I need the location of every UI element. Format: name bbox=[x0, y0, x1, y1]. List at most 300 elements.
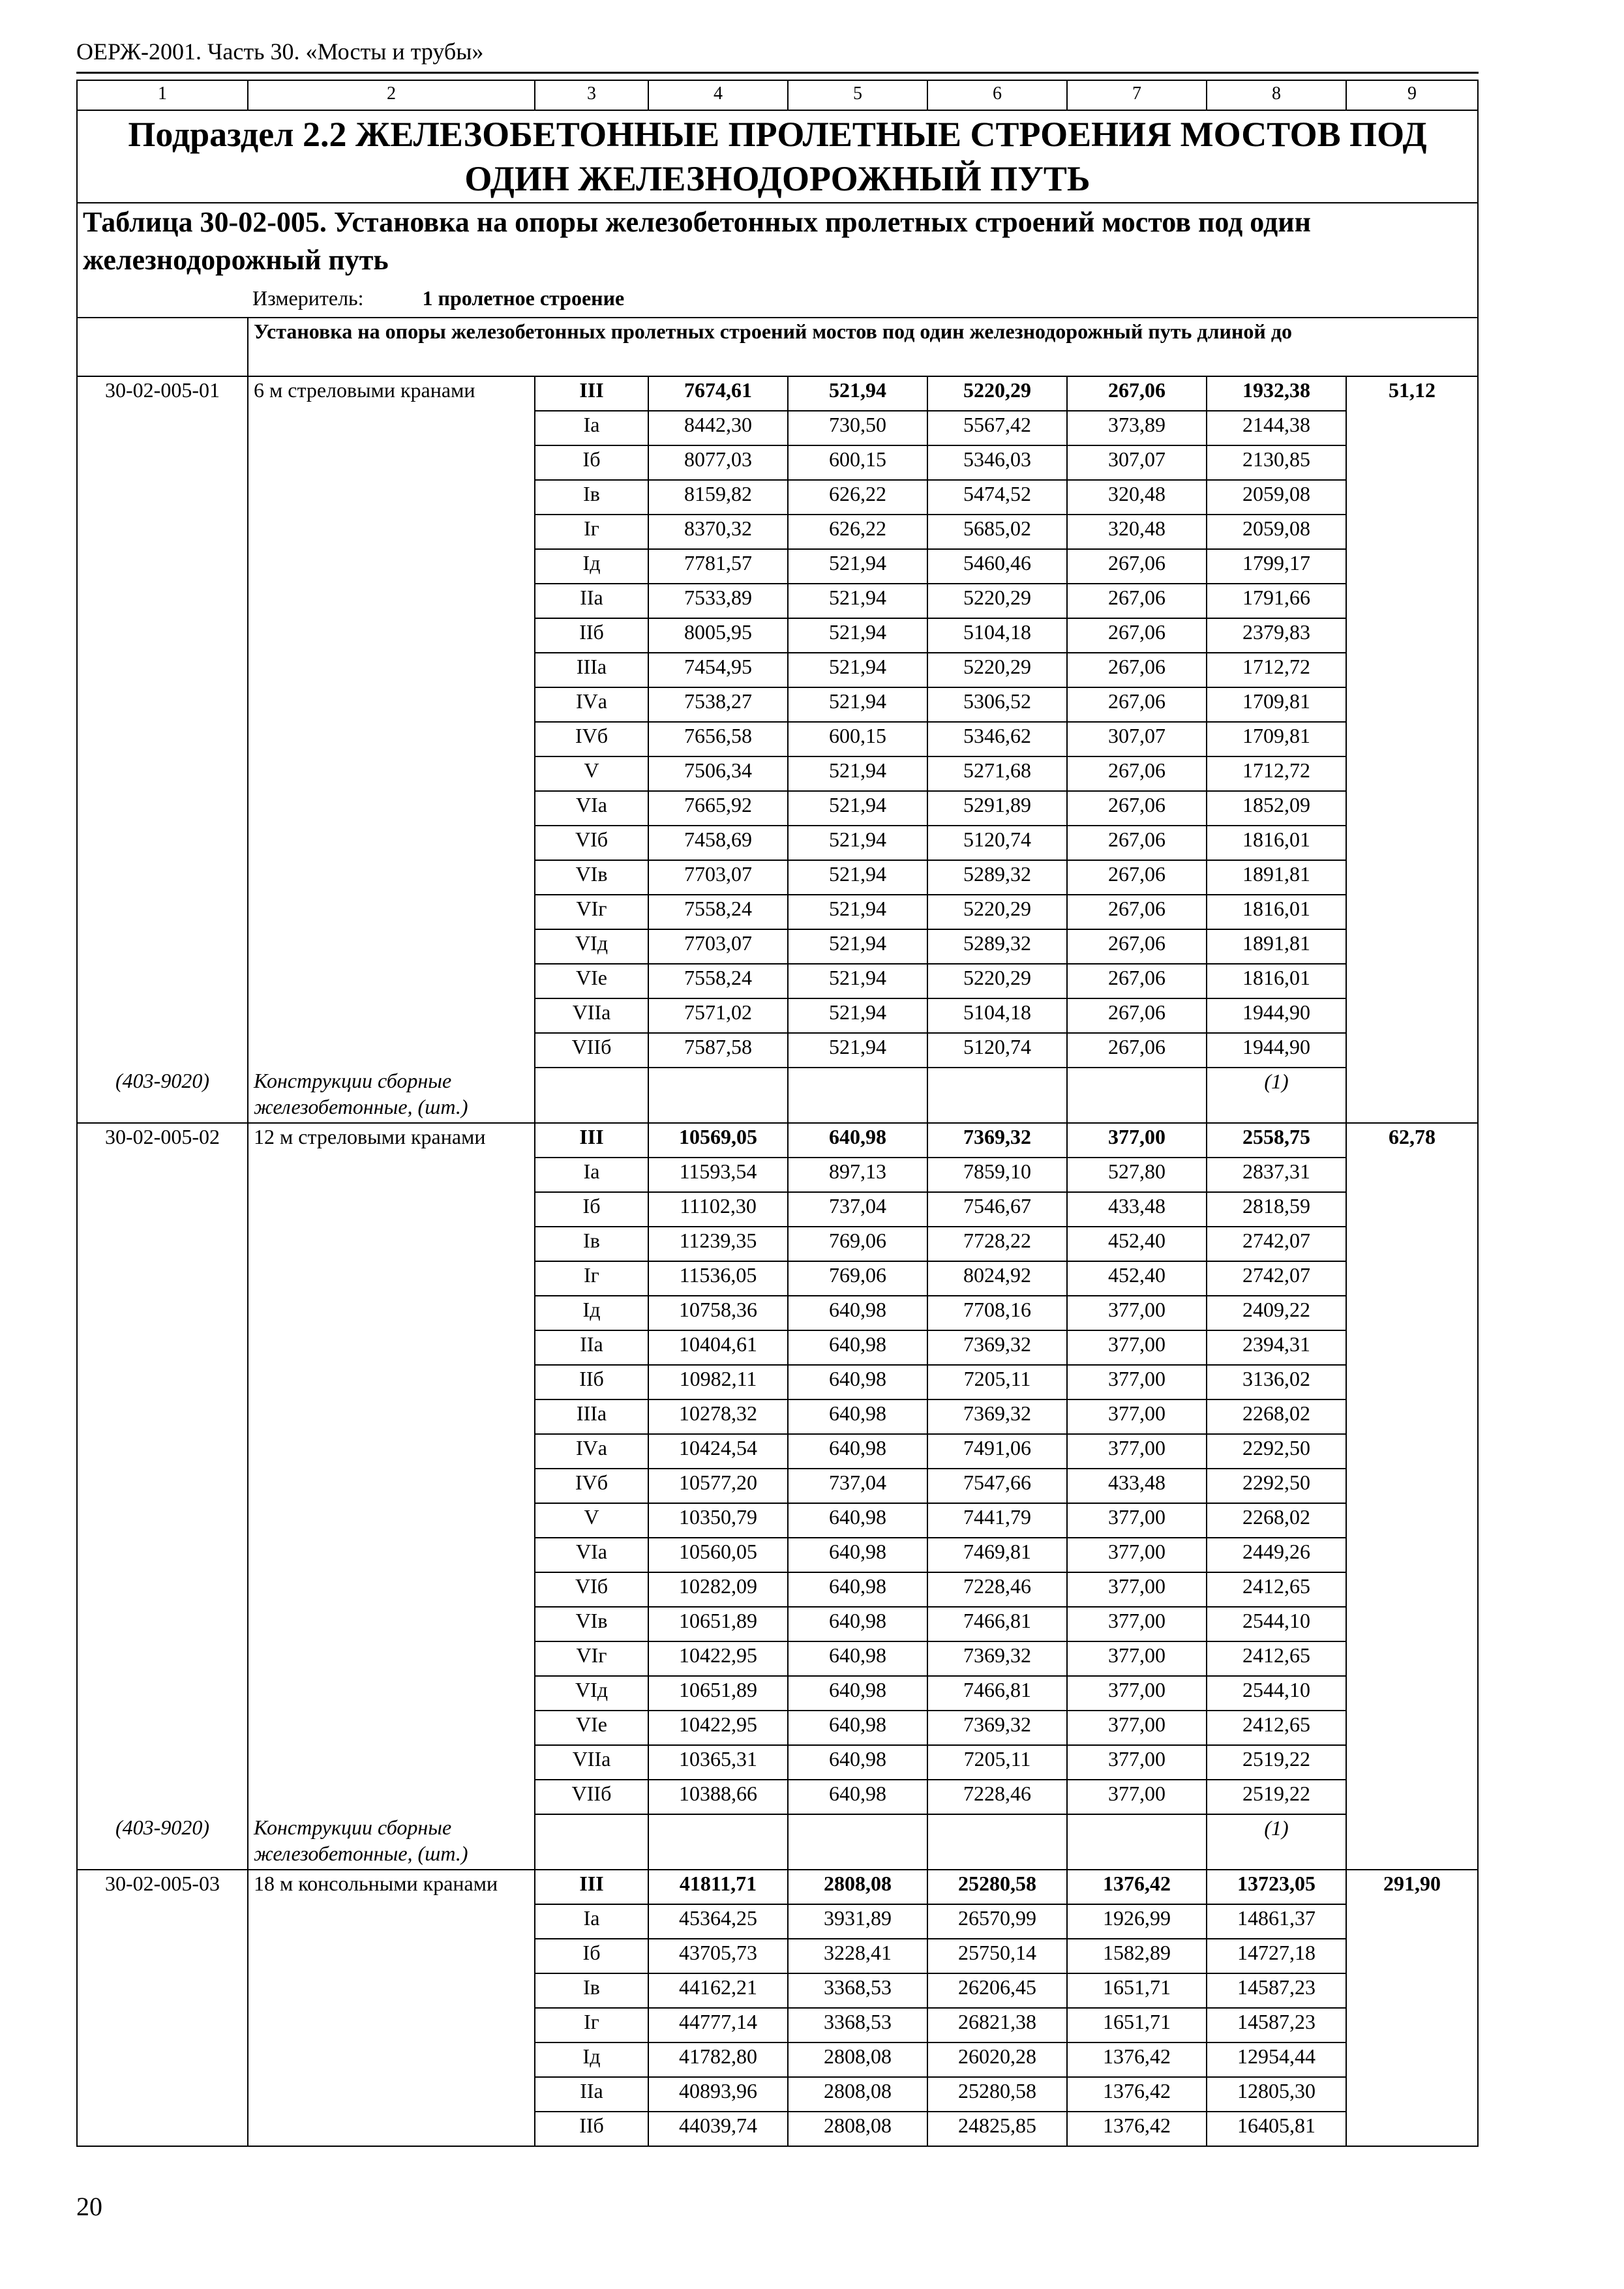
cost-value: 2519,22 bbox=[1207, 1745, 1346, 1780]
region-code: V bbox=[535, 1503, 648, 1538]
cost-value: 24825,85 bbox=[927, 2112, 1067, 2146]
material-empty bbox=[648, 1068, 788, 1123]
cost-value: 1651,71 bbox=[1067, 1973, 1207, 2008]
cost-value: 2808,08 bbox=[788, 2042, 927, 2077]
cost-value: 5291,89 bbox=[927, 791, 1067, 826]
cost-value: 640,98 bbox=[788, 1330, 927, 1365]
cost-value: 14587,23 bbox=[1207, 2008, 1346, 2042]
region-code: Iд bbox=[535, 2042, 648, 2077]
cost-value: 640,98 bbox=[788, 1711, 927, 1745]
region-code: IIIа bbox=[535, 653, 648, 687]
region-code: VIб bbox=[535, 826, 648, 860]
cost-value: 10569,05 bbox=[648, 1123, 788, 1158]
cost-value: 7558,24 bbox=[648, 964, 788, 998]
cost-value: 640,98 bbox=[788, 1572, 927, 1607]
cost-value: 2808,08 bbox=[788, 2112, 927, 2146]
cost-value: 10282,09 bbox=[648, 1572, 788, 1607]
cost-value: 377,00 bbox=[1067, 1123, 1207, 1158]
desc-empty bbox=[77, 318, 248, 376]
region-code: VIд bbox=[535, 1676, 648, 1711]
cost-value: 5120,74 bbox=[927, 826, 1067, 860]
cost-value: 2059,08 bbox=[1207, 515, 1346, 549]
cost-value: 600,15 bbox=[788, 722, 927, 756]
region-code: VIв bbox=[535, 860, 648, 895]
cost-value: 267,06 bbox=[1067, 998, 1207, 1033]
cost-value: 527,80 bbox=[1067, 1158, 1207, 1192]
material-empty bbox=[1067, 1814, 1207, 1870]
cost-value: 521,94 bbox=[788, 687, 927, 722]
cost-value: 10758,36 bbox=[648, 1296, 788, 1330]
measure-value: 1 пролетное строение bbox=[422, 286, 625, 310]
cost-value: 7859,10 bbox=[927, 1158, 1067, 1192]
cost-value: 7466,81 bbox=[927, 1607, 1067, 1641]
cost-value: 1376,42 bbox=[1067, 2042, 1207, 2077]
cost-value: 7558,24 bbox=[648, 895, 788, 929]
cost-value: 2059,08 bbox=[1207, 480, 1346, 515]
cost-value: 626,22 bbox=[788, 480, 927, 515]
cost-value: 521,94 bbox=[788, 929, 927, 964]
cost-value: 2268,02 bbox=[1207, 1399, 1346, 1434]
cost-value: 13723,05 bbox=[1207, 1870, 1346, 1904]
cost-value: 10422,95 bbox=[648, 1641, 788, 1676]
cost-value: 12954,44 bbox=[1207, 2042, 1346, 2077]
cost-value: 377,00 bbox=[1067, 1676, 1207, 1711]
cost-value: 7491,06 bbox=[927, 1434, 1067, 1469]
cost-value: 1816,01 bbox=[1207, 826, 1346, 860]
region-code: IIIа bbox=[535, 1399, 648, 1434]
region-code: III bbox=[535, 1870, 648, 1904]
material-empty bbox=[927, 1068, 1067, 1123]
cost-value: 267,06 bbox=[1067, 895, 1207, 929]
cost-value: 521,94 bbox=[788, 376, 927, 411]
cost-value: 7228,46 bbox=[927, 1572, 1067, 1607]
cost-value: 433,48 bbox=[1067, 1192, 1207, 1227]
cost-value: 377,00 bbox=[1067, 1572, 1207, 1607]
cost-value: 12805,30 bbox=[1207, 2077, 1346, 2112]
cost-value: 43705,73 bbox=[648, 1939, 788, 1973]
region-code: VIг bbox=[535, 1641, 648, 1676]
cost-value: 7533,89 bbox=[648, 584, 788, 618]
cost-value: 1709,81 bbox=[1207, 687, 1346, 722]
cost-value: 44039,74 bbox=[648, 2112, 788, 2146]
rate-code: 30-02-005-01 bbox=[77, 376, 248, 1068]
cost-value: 5289,32 bbox=[927, 860, 1067, 895]
cost-value: 267,06 bbox=[1067, 584, 1207, 618]
cost-value: 521,94 bbox=[788, 653, 927, 687]
cost-value: 5220,29 bbox=[927, 895, 1067, 929]
cost-value: 521,94 bbox=[788, 756, 927, 791]
measure-line bbox=[252, 279, 1472, 317]
cost-value: 5104,18 bbox=[927, 618, 1067, 653]
cost-value: 1944,90 bbox=[1207, 998, 1346, 1033]
cost-value: 3931,89 bbox=[788, 1904, 927, 1939]
cost-value: 640,98 bbox=[788, 1607, 927, 1641]
cost-value: 267,06 bbox=[1067, 860, 1207, 895]
cost-value: 10424,54 bbox=[648, 1434, 788, 1469]
col-num: 7 bbox=[1067, 80, 1207, 110]
cost-value: 10560,05 bbox=[648, 1538, 788, 1572]
cost-value: 45364,25 bbox=[648, 1904, 788, 1939]
cost-value: 26206,45 bbox=[927, 1973, 1067, 2008]
region-code: Iг bbox=[535, 2008, 648, 2042]
cost-value: 7369,32 bbox=[927, 1330, 1067, 1365]
cost-value: 7228,46 bbox=[927, 1780, 1067, 1814]
cost-value: 5220,29 bbox=[927, 653, 1067, 687]
region-code: IVб bbox=[535, 1469, 648, 1503]
region-code: VIб bbox=[535, 1572, 648, 1607]
cost-value: 377,00 bbox=[1067, 1538, 1207, 1572]
region-code: VIIб bbox=[535, 1780, 648, 1814]
cost-value: 2558,75 bbox=[1207, 1123, 1346, 1158]
cost-value: 7458,69 bbox=[648, 826, 788, 860]
cost-value: 521,94 bbox=[788, 860, 927, 895]
cost-value: 521,94 bbox=[788, 584, 927, 618]
cost-value: 7369,32 bbox=[927, 1711, 1067, 1745]
cost-value: 5120,74 bbox=[927, 1033, 1067, 1068]
cost-value: 2412,65 bbox=[1207, 1711, 1346, 1745]
measure-label: Измеритель: bbox=[252, 286, 364, 310]
extra-value: 51,12 bbox=[1346, 376, 1478, 1123]
cost-value: 737,04 bbox=[788, 1192, 927, 1227]
cost-value: 730,50 bbox=[788, 411, 927, 445]
material-empty bbox=[535, 1814, 648, 1870]
rate-name: 18 м консольными кранами bbox=[248, 1870, 535, 2146]
cost-value: 640,98 bbox=[788, 1399, 927, 1434]
cost-value: 5460,46 bbox=[927, 549, 1067, 584]
section-title: Подраздел 2.2 ЖЕЛЕЗОБЕТОННЫЕ ПРОЛЕТНЫЕ СТРОЕНИЯ МОСТОВ ПОД ОДИН ЖЕЛЕЗНОДОРОЖНЫЙ ПУТЬ bbox=[77, 110, 1478, 203]
cost-value: 1944,90 bbox=[1207, 1033, 1346, 1068]
cost-value: 267,06 bbox=[1067, 929, 1207, 964]
cost-value: 10388,66 bbox=[648, 1780, 788, 1814]
region-code: Iд bbox=[535, 549, 648, 584]
cost-value: 25280,58 bbox=[927, 2077, 1067, 2112]
cost-value: 7546,67 bbox=[927, 1192, 1067, 1227]
table-title: Таблица 30-02-005. Установка на опоры железобетонных пролетных строений мостов под один железнодорожный путь bbox=[83, 206, 1311, 276]
region-code: Iг bbox=[535, 515, 648, 549]
region-code: IVа bbox=[535, 687, 648, 722]
region-code: Iв bbox=[535, 1973, 648, 2008]
region-code: Iв bbox=[535, 1227, 648, 1261]
cost-value: 5306,52 bbox=[927, 687, 1067, 722]
region-code: Iб bbox=[535, 445, 648, 480]
cost-value: 41782,80 bbox=[648, 2042, 788, 2077]
cost-value: 3228,41 bbox=[788, 1939, 927, 1973]
region-code: VIв bbox=[535, 1607, 648, 1641]
cost-value: 7506,34 bbox=[648, 756, 788, 791]
cost-value: 2818,59 bbox=[1207, 1192, 1346, 1227]
cost-value: 16405,81 bbox=[1207, 2112, 1346, 2146]
cost-value: 521,94 bbox=[788, 618, 927, 653]
cost-value: 320,48 bbox=[1067, 515, 1207, 549]
cost-value: 5271,68 bbox=[927, 756, 1067, 791]
region-code: Iг bbox=[535, 1261, 648, 1296]
cost-value: 1932,38 bbox=[1207, 376, 1346, 411]
col-num: 1 bbox=[77, 80, 248, 110]
material-code: (403-9020) bbox=[77, 1068, 248, 1123]
cost-value: 267,06 bbox=[1067, 1033, 1207, 1068]
cost-value: 7703,07 bbox=[648, 929, 788, 964]
cost-value: 452,40 bbox=[1067, 1227, 1207, 1261]
cost-value: 7454,95 bbox=[648, 653, 788, 687]
cost-value: 307,07 bbox=[1067, 722, 1207, 756]
region-code: VIа bbox=[535, 1538, 648, 1572]
material-row bbox=[77, 1814, 1478, 1870]
cost-value: 377,00 bbox=[1067, 1641, 1207, 1676]
cost-value: 377,00 bbox=[1067, 1330, 1207, 1365]
cost-value: 2394,31 bbox=[1207, 1330, 1346, 1365]
header-rule bbox=[76, 72, 1479, 74]
cost-value: 5289,32 bbox=[927, 929, 1067, 964]
cost-value: 7781,57 bbox=[648, 549, 788, 584]
cost-value: 377,00 bbox=[1067, 1745, 1207, 1780]
cost-value: 5685,02 bbox=[927, 515, 1067, 549]
cost-value: 7205,11 bbox=[927, 1745, 1067, 1780]
cost-value: 377,00 bbox=[1067, 1296, 1207, 1330]
cost-value: 8442,30 bbox=[648, 411, 788, 445]
cost-value: 640,98 bbox=[788, 1296, 927, 1330]
cost-value: 1816,01 bbox=[1207, 895, 1346, 929]
cost-value: 897,13 bbox=[788, 1158, 927, 1192]
cost-value: 7469,81 bbox=[927, 1538, 1067, 1572]
material-row bbox=[77, 1068, 1478, 1123]
cost-value: 5220,29 bbox=[927, 584, 1067, 618]
cost-value: 5346,62 bbox=[927, 722, 1067, 756]
cost-value: 640,98 bbox=[788, 1365, 927, 1399]
cost-value: 26570,99 bbox=[927, 1904, 1067, 1939]
cost-value: 2409,22 bbox=[1207, 1296, 1346, 1330]
region-code: Iб bbox=[535, 1192, 648, 1227]
material-empty bbox=[927, 1814, 1067, 1870]
cost-value: 7674,61 bbox=[648, 376, 788, 411]
cost-value: 8370,32 bbox=[648, 515, 788, 549]
cost-value: 7547,66 bbox=[927, 1469, 1067, 1503]
material-name: Конструкции сборные железобетонные, (шт.) bbox=[248, 1814, 535, 1870]
material-empty bbox=[788, 1814, 927, 1870]
region-code: VIIа bbox=[535, 998, 648, 1033]
cost-value: 10278,32 bbox=[648, 1399, 788, 1434]
cost-value: 2808,08 bbox=[788, 2077, 927, 2112]
cost-value: 10422,95 bbox=[648, 1711, 788, 1745]
material-name: Конструкции сборные железобетонные, (шт.) bbox=[248, 1068, 535, 1123]
cost-value: 2449,26 bbox=[1207, 1538, 1346, 1572]
cost-value: 1712,72 bbox=[1207, 653, 1346, 687]
region-code: IIб bbox=[535, 1365, 648, 1399]
cost-value: 7708,16 bbox=[927, 1296, 1067, 1330]
cost-value: 11536,05 bbox=[648, 1261, 788, 1296]
cost-value: 2742,07 bbox=[1207, 1227, 1346, 1261]
cost-value: 320,48 bbox=[1067, 480, 1207, 515]
material-empty bbox=[535, 1068, 648, 1123]
table-title-cell bbox=[77, 203, 1478, 318]
cost-value: 1852,09 bbox=[1207, 791, 1346, 826]
cost-value: 1712,72 bbox=[1207, 756, 1346, 791]
cost-value: 10982,11 bbox=[648, 1365, 788, 1399]
cost-value: 640,98 bbox=[788, 1780, 927, 1814]
cost-value: 1791,66 bbox=[1207, 584, 1346, 618]
cost-value: 626,22 bbox=[788, 515, 927, 549]
cost-value: 41811,71 bbox=[648, 1870, 788, 1904]
region-code: IIб bbox=[535, 618, 648, 653]
cost-value: 7703,07 bbox=[648, 860, 788, 895]
region-code: VIIа bbox=[535, 1745, 648, 1780]
cost-value: 5474,52 bbox=[927, 480, 1067, 515]
region-code: VIг bbox=[535, 895, 648, 929]
cost-value: 2742,07 bbox=[1207, 1261, 1346, 1296]
cost-value: 2379,83 bbox=[1207, 618, 1346, 653]
region-code: VIIб bbox=[535, 1033, 648, 1068]
cost-value: 640,98 bbox=[788, 1503, 927, 1538]
cost-value: 2519,22 bbox=[1207, 1780, 1346, 1814]
region-code: Iб bbox=[535, 1939, 648, 1973]
cost-value: 5567,42 bbox=[927, 411, 1067, 445]
cost-value: 521,94 bbox=[788, 1033, 927, 1068]
cost-value: 1651,71 bbox=[1067, 2008, 1207, 2042]
cost-value: 14861,37 bbox=[1207, 1904, 1346, 1939]
cost-value: 1709,81 bbox=[1207, 722, 1346, 756]
cost-value: 7369,32 bbox=[927, 1123, 1067, 1158]
cost-value: 267,06 bbox=[1067, 964, 1207, 998]
cost-value: 3368,53 bbox=[788, 1973, 927, 2008]
cost-value: 1816,01 bbox=[1207, 964, 1346, 998]
cost-value: 521,94 bbox=[788, 998, 927, 1033]
cost-value: 5104,18 bbox=[927, 998, 1067, 1033]
cost-value: 377,00 bbox=[1067, 1365, 1207, 1399]
col-num: 9 bbox=[1346, 80, 1478, 110]
cost-value: 7538,27 bbox=[648, 687, 788, 722]
rate-name: 12 м стреловыми кранами bbox=[248, 1123, 535, 1814]
cost-value: 7205,11 bbox=[927, 1365, 1067, 1399]
rate-code: 30-02-005-02 bbox=[77, 1123, 248, 1814]
cost-value: 7587,58 bbox=[648, 1033, 788, 1068]
cost-value: 640,98 bbox=[788, 1538, 927, 1572]
cost-value: 11239,35 bbox=[648, 1227, 788, 1261]
extra-value: 291,90 bbox=[1346, 1870, 1478, 2146]
cost-value: 640,98 bbox=[788, 1641, 927, 1676]
cost-value: 267,06 bbox=[1067, 756, 1207, 791]
cost-value: 14587,23 bbox=[1207, 1973, 1346, 2008]
section-title-row bbox=[77, 110, 1478, 203]
cost-value: 2268,02 bbox=[1207, 1503, 1346, 1538]
material-empty bbox=[648, 1814, 788, 1870]
cost-value: 26821,38 bbox=[927, 2008, 1067, 2042]
cost-value: 10651,89 bbox=[648, 1607, 788, 1641]
cost-value: 10651,89 bbox=[648, 1676, 788, 1711]
cost-value: 267,06 bbox=[1067, 826, 1207, 860]
cost-value: 14727,18 bbox=[1207, 1939, 1346, 1973]
table-title-row bbox=[77, 203, 1478, 318]
cost-value: 8077,03 bbox=[648, 445, 788, 480]
cost-value: 521,94 bbox=[788, 791, 927, 826]
cost-value: 737,04 bbox=[788, 1469, 927, 1503]
cost-value: 25280,58 bbox=[927, 1870, 1067, 1904]
cost-value: 1799,17 bbox=[1207, 549, 1346, 584]
description-row bbox=[77, 318, 1478, 376]
cost-value: 2130,85 bbox=[1207, 445, 1346, 480]
cost-value: 3136,02 bbox=[1207, 1365, 1346, 1399]
cost-value: 1926,99 bbox=[1067, 1904, 1207, 1939]
cost-value: 7369,32 bbox=[927, 1641, 1067, 1676]
cost-value: 267,06 bbox=[1067, 687, 1207, 722]
cost-value: 267,06 bbox=[1067, 653, 1207, 687]
cost-value: 7369,32 bbox=[927, 1399, 1067, 1434]
cost-value: 1376,42 bbox=[1067, 1870, 1207, 1904]
cost-value: 2292,50 bbox=[1207, 1434, 1346, 1469]
cost-value: 11102,30 bbox=[648, 1192, 788, 1227]
cost-value: 8005,95 bbox=[648, 618, 788, 653]
cost-value: 521,94 bbox=[788, 549, 927, 584]
cost-value: 7441,79 bbox=[927, 1503, 1067, 1538]
cost-value: 25750,14 bbox=[927, 1939, 1067, 1973]
cost-value: 2808,08 bbox=[788, 1870, 927, 1904]
cost-value: 377,00 bbox=[1067, 1607, 1207, 1641]
cost-value: 7665,92 bbox=[648, 791, 788, 826]
region-code: IIб bbox=[535, 2112, 648, 2146]
region-code: VIа bbox=[535, 791, 648, 826]
region-code: V bbox=[535, 756, 648, 791]
rates-table bbox=[76, 80, 1479, 2147]
material-code: (403-9020) bbox=[77, 1814, 248, 1870]
region-code: IVб bbox=[535, 722, 648, 756]
material-qty: (1) bbox=[1207, 1068, 1346, 1123]
cost-value: 5220,29 bbox=[927, 964, 1067, 998]
col-num: 8 bbox=[1207, 80, 1346, 110]
column-number-row bbox=[77, 80, 1478, 110]
region-code: IIа bbox=[535, 2077, 648, 2112]
region-code: IIа bbox=[535, 1330, 648, 1365]
cost-value: 521,94 bbox=[788, 895, 927, 929]
cost-value: 7728,22 bbox=[927, 1227, 1067, 1261]
description: Установка на опоры железобетонных пролетных строений мостов под один железнодорожный путь длиной до bbox=[248, 318, 1478, 376]
cost-value: 40893,96 bbox=[648, 2077, 788, 2112]
cost-value: 1376,42 bbox=[1067, 2077, 1207, 2112]
cost-value: 44162,21 bbox=[648, 1973, 788, 2008]
cost-value: 5346,03 bbox=[927, 445, 1067, 480]
cost-value: 377,00 bbox=[1067, 1434, 1207, 1469]
col-num: 2 bbox=[248, 80, 535, 110]
cost-value: 10365,31 bbox=[648, 1745, 788, 1780]
cost-value: 10404,61 bbox=[648, 1330, 788, 1365]
cost-value: 521,94 bbox=[788, 964, 927, 998]
region-code: III bbox=[535, 376, 648, 411]
material-empty bbox=[788, 1068, 927, 1123]
region-code: Iа bbox=[535, 411, 648, 445]
cost-value: 8159,82 bbox=[648, 480, 788, 515]
cost-value: 26020,28 bbox=[927, 2042, 1067, 2077]
cost-value: 2412,65 bbox=[1207, 1572, 1346, 1607]
page-number: 20 bbox=[76, 2192, 102, 2221]
cost-value: 5220,29 bbox=[927, 376, 1067, 411]
col-num: 4 bbox=[648, 80, 788, 110]
cost-value: 1582,89 bbox=[1067, 1939, 1207, 1973]
table-row bbox=[77, 1870, 1478, 1904]
cost-value: 769,06 bbox=[788, 1261, 927, 1296]
material-qty: (1) bbox=[1207, 1814, 1346, 1870]
cost-value: 1891,81 bbox=[1207, 860, 1346, 895]
cost-value: 640,98 bbox=[788, 1676, 927, 1711]
rate-name: 6 м стреловыми кранами bbox=[248, 376, 535, 1068]
cost-value: 10350,79 bbox=[648, 1503, 788, 1538]
cost-value: 10577,20 bbox=[648, 1469, 788, 1503]
cost-value: 307,07 bbox=[1067, 445, 1207, 480]
cost-value: 2412,65 bbox=[1207, 1641, 1346, 1676]
cost-value: 7466,81 bbox=[927, 1676, 1067, 1711]
col-num: 3 bbox=[535, 80, 648, 110]
region-code: III bbox=[535, 1123, 648, 1158]
cost-value: 452,40 bbox=[1067, 1261, 1207, 1296]
cost-value: 11593,54 bbox=[648, 1158, 788, 1192]
cost-value: 433,48 bbox=[1067, 1469, 1207, 1503]
region-code: Iд bbox=[535, 1296, 648, 1330]
